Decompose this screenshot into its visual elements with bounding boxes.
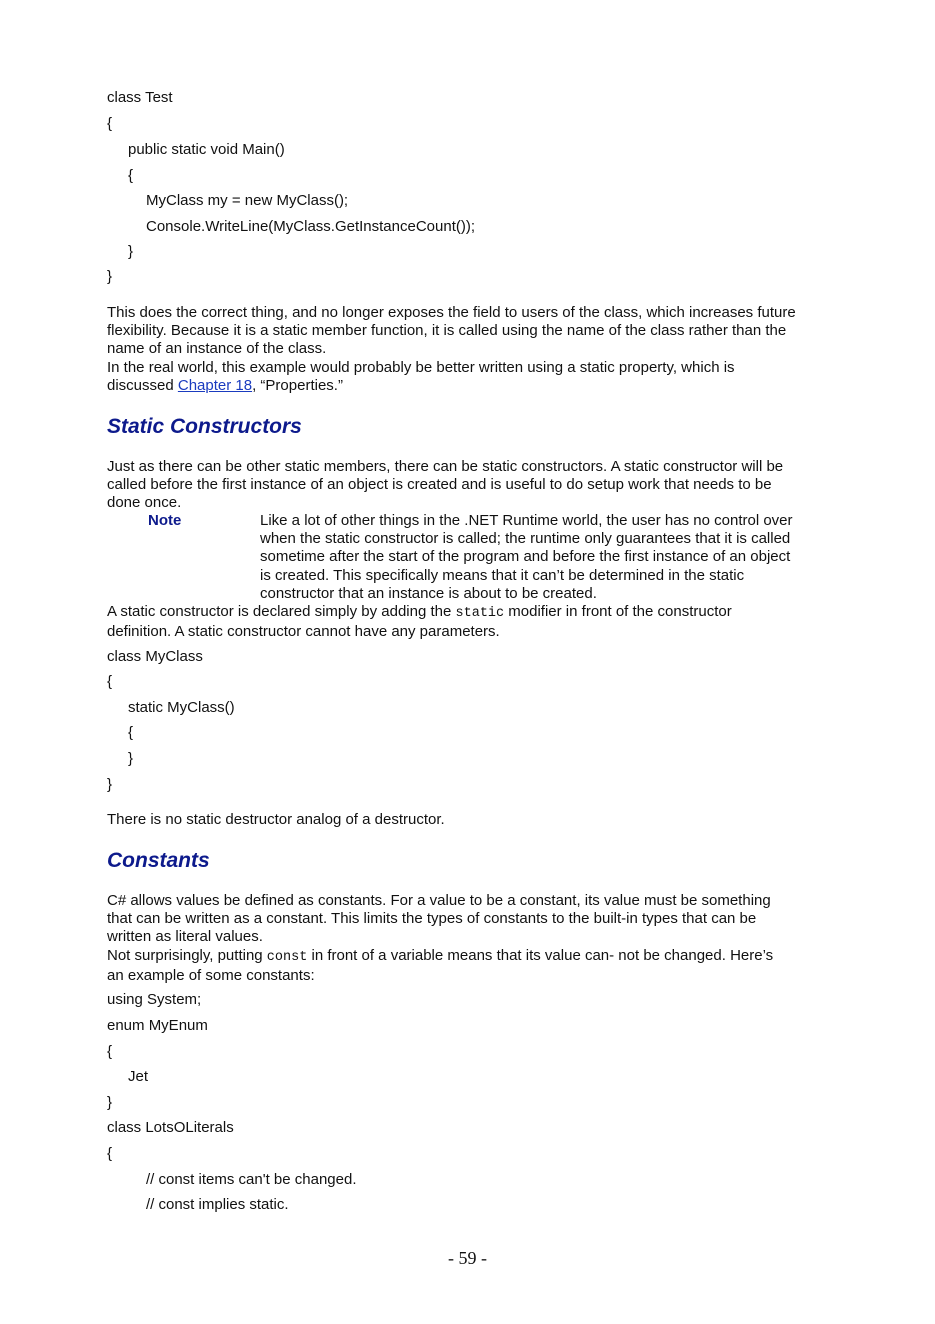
paragraph-static-property: In the real world, this example would probably be better written using a static property, which is discussed Chapter 18, “Properties.”: [107, 359, 735, 395]
code-line: }: [128, 243, 134, 260]
paragraph-static-constructor-declaration: A static constructor is declared simply by adding the static modifier in front of the constructor definition. A static constructor cannot have any parameters.: [107, 603, 732, 641]
chapter-18-link[interactable]: Chapter 18: [177, 377, 253, 395]
code-line: // const items can't be changed.: [146, 1171, 357, 1188]
code-line: class MyClass: [107, 648, 203, 665]
code-line: {: [107, 1145, 113, 1162]
code-line: // const implies static.: [146, 1196, 289, 1213]
section-heading-constants: Constants: [107, 849, 210, 872]
note-body: Like a lot of other things in the .NET Runtime world, the user has no control over when the static constructor is called; the runtime only guarantees that it is called sometime after the start of the program and before the first instance of an object is created. This specifically means that it can’t be determined in the static constructor that an instance is about to be created.: [260, 512, 793, 602]
code-line: {: [128, 724, 134, 741]
paragraph-const-keyword: Not surprisingly, putting const in front of a variable means that its value can- not be changed. Here’s an example of some constants:: [107, 947, 774, 985]
code-line: static MyClass(): [128, 699, 235, 716]
code-line: {: [107, 673, 113, 690]
paragraph-static-destructor: There is no static destructor analog of a destructor.: [107, 811, 445, 828]
code-line: }: [128, 750, 134, 767]
section-heading-static-constructors: Static Constructors: [107, 415, 302, 438]
code-line: enum MyEnum: [107, 1017, 208, 1034]
code-line: {: [107, 115, 113, 132]
code-line: Jet: [128, 1068, 149, 1085]
code-line: }: [107, 268, 113, 285]
code-line: {: [107, 1043, 113, 1060]
paragraph-static-member-function: This does the correct thing, and no longer exposes the field to users of the class, which increases future flexibility. Because it is a static member function, it is called using the name of the class rather than the name of an instance of the class.: [107, 304, 796, 358]
code-line: MyClass my = new MyClass();: [146, 192, 349, 209]
paragraph-static-constructors-intro: Just as there can be other static members, there can be static constructors. A static constructor will be called before the first instance of an object is created and is useful to do setup work that needs to be done once.: [107, 458, 784, 512]
paragraph-constants-intro: C# allows values be defined as constants. For a value to be a constant, its value must be something that can be written as a constant. This limits the types of constants to the built-in types that can be written as literal values.: [107, 892, 771, 946]
code-line: {: [128, 167, 134, 184]
page-number: - 59 -: [448, 1248, 487, 1268]
code-line: }: [107, 1094, 113, 1111]
code-line: using System;: [107, 991, 202, 1008]
code-line: class Test: [107, 89, 173, 106]
code-line: class LotsOLiterals: [107, 1119, 234, 1136]
keyword-static: static: [455, 606, 505, 621]
code-line: }: [107, 776, 113, 793]
keyword-const: const: [266, 950, 308, 965]
note-label: Note: [148, 512, 182, 529]
code-line: public static void Main(): [128, 141, 285, 158]
code-line: Console.WriteLine(MyClass.GetInstanceCount());: [146, 218, 476, 235]
